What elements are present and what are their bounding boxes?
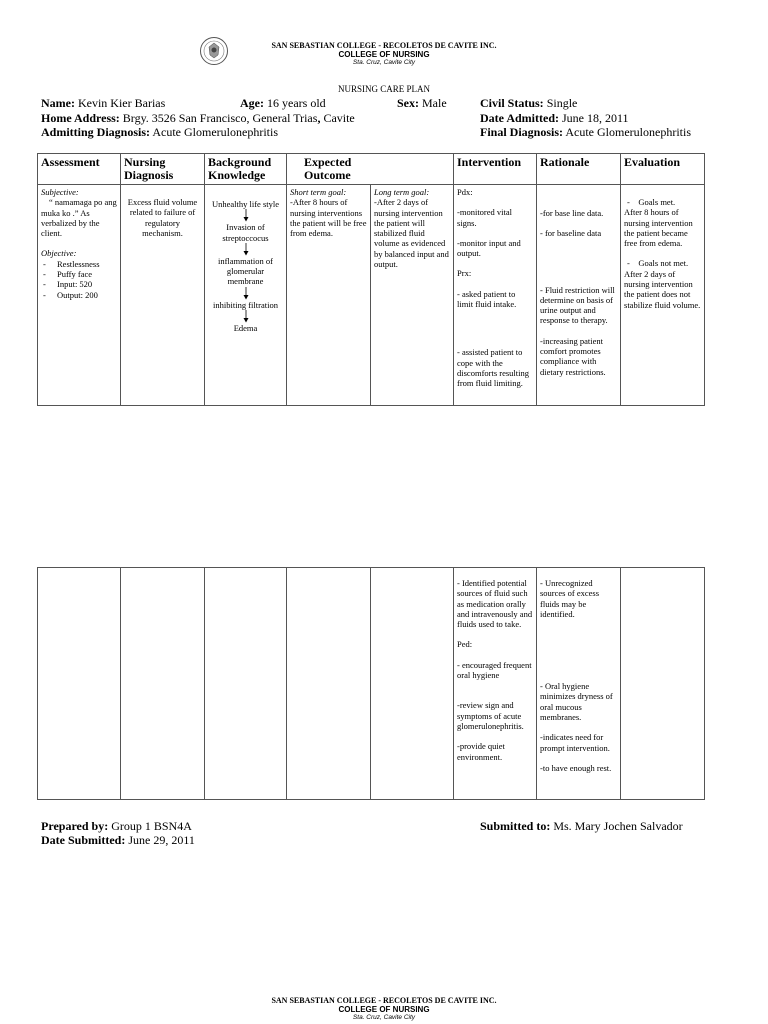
arrow-down-icon — [241, 243, 251, 256]
flow-node: inhibiting filtration — [213, 299, 278, 310]
intervention-item: -provide quiet environment. — [457, 741, 505, 762]
college-name: SAN SEBASTIAN COLLEGE - RECOLETOS DE CAVITE INC. — [271, 996, 497, 1005]
col-evaluation: Evaluation — [621, 154, 705, 185]
table-row — [38, 568, 705, 800]
table-row — [38, 185, 705, 406]
rationale-item: - Unrecognized sources of excess fluids may be identified. — [540, 578, 600, 619]
patient-age: Age: 16 years old — [240, 96, 326, 110]
assessment-cell — [38, 568, 121, 800]
long-term-label: Long term goal: — [374, 187, 430, 197]
col-intervention: Intervention — [454, 154, 537, 185]
evaluation-cell — [621, 568, 705, 800]
pathophysiology-flow — [208, 199, 283, 333]
evaluation-item: - Goals met. After 8 hours of nursing intervention the patient became free from edema. — [624, 197, 693, 249]
subjective-label: Subjective: — [41, 187, 79, 197]
arrow-down-icon — [241, 310, 251, 323]
final-diagnosis: Final Diagnosis: Acute Glomerulonephritis — [480, 125, 691, 139]
intervention-item: - Identified potential sources of fluid such as medication orally and intravenously and fluids used to take. — [457, 578, 533, 630]
rationale-item: - Oral hygiene minimizes dryness of oral mucous membranes. — [540, 681, 613, 723]
objective-list — [41, 259, 117, 300]
nursing-diagnosis-cell — [121, 568, 205, 800]
prepared-by: Prepared by: Group 1 BSN4A — [41, 819, 192, 833]
patient-address: Home Address: Brgy. 3526 San Francisco, General Trias, Cavite — [41, 111, 355, 125]
rationale-item: -indicates need for prompt intervention. — [540, 732, 610, 753]
patient-sex: Sex: Male — [397, 96, 447, 110]
background-knowledge-cell — [205, 185, 287, 406]
date-admitted: Date Admitted: June 18, 2011 — [480, 111, 629, 125]
intervention-cell — [454, 185, 537, 406]
col-rationale: Rationale — [537, 154, 621, 185]
short-term-goal: -After 8 hours of nursing interventions the patient will be free from edema. — [290, 197, 367, 239]
care-plan-table — [37, 153, 705, 406]
rationale-cell — [537, 185, 621, 406]
subjective-quote: “ namamaga po ang muka ko .” As verbalized by the client. — [41, 197, 117, 239]
rationale-item: -to have enough rest. — [540, 762, 612, 773]
rationale-item: -for base line data. — [540, 208, 604, 218]
college-location: Sta. Cruz, Cavite City — [352, 1014, 416, 1022]
intervention-cell — [454, 568, 537, 800]
arrow-down-icon — [241, 209, 251, 222]
intervention-item: - encouraged frequent oral hygiene — [457, 659, 532, 681]
submitted-to: Submitted to: Ms. Mary Jochen Salvador — [480, 819, 683, 833]
long-term-goal-cell — [371, 568, 454, 800]
short-term-goal-cell — [287, 568, 371, 800]
date-submitted: Date Submitted: June 29, 2011 — [41, 833, 195, 847]
col-expected-outcome: Expected Outcome — [287, 154, 454, 185]
col-assessment: Assessment — [38, 154, 121, 185]
intervention-item: - asked patient to limit fluid intake. — [457, 288, 517, 310]
col-nursing-diagnosis: Nursing Diagnosis — [121, 154, 205, 185]
list-item: - Puffy face — [41, 269, 117, 279]
patient-civil-status: Civil Status: Single — [480, 96, 578, 110]
col-background-knowledge: Background Knowledge — [205, 154, 287, 185]
college-name: SAN SEBASTIAN COLLEGE - RECOLETOS DE CAVITE INC. — [271, 41, 497, 50]
department-name: COLLEGE OF NURSING — [338, 1005, 430, 1015]
short-term-label: Short term goal: — [290, 187, 347, 197]
rationale-cell — [537, 568, 621, 800]
nursing-diagnosis-text: Excess fluid volume related to failure of regulatory mechanism. — [127, 197, 198, 238]
long-term-goal-cell — [371, 185, 454, 406]
objective-label: Objective: — [41, 248, 77, 259]
list-item: - Output: 200 — [41, 290, 117, 300]
background-knowledge-cell — [205, 568, 287, 800]
patient-name: Name: Kevin Kier Barias — [41, 96, 166, 110]
arrow-down-icon — [241, 287, 251, 300]
page-header — [0, 41, 768, 67]
rationale-item: - for baseline data — [540, 228, 602, 239]
flow-node: inflammation of glomerular membrane — [217, 255, 273, 287]
intervention-item: -review sign and symptoms of acute glomerulonephritis. — [457, 700, 524, 731]
intervention-item: -monitor input and output. — [457, 237, 521, 259]
rationale-item: - Fluid restriction will determine on basis of urine output and response to therapy. — [540, 284, 615, 326]
intervention-item: -monitored vital signs. — [457, 207, 513, 228]
document-title: NURSING CARE PLAN — [337, 84, 430, 94]
short-term-goal-cell — [287, 185, 371, 406]
flow-node: Invasion of streptoccocus — [222, 222, 269, 243]
long-term-goal: -After 2 days of nursing intervention the patient will stabilized fluid volume as evidenced by balanced input and output. — [374, 197, 449, 270]
flow-node: Unhealthy life style — [211, 199, 280, 209]
college-location: Sta. Cruz, Cavite City — [352, 59, 416, 67]
rationale-item: -increasing patient comfort promotes compliance with dietary restrictions. — [540, 335, 606, 377]
evaluation-item: - Goals not met. After 2 days of nursing intervention the patient does not stabilize fluid volume. — [624, 258, 701, 310]
next-page-header — [0, 996, 768, 1022]
list-item: - Restlessness — [41, 259, 117, 269]
intervention-item: - assisted patient to cope with the discomforts resulting from fluid limiting. — [457, 347, 530, 389]
admitting-diagnosis: Admitting Diagnosis: Acute Glomerulonephritis — [41, 125, 278, 139]
department-name: COLLEGE OF NURSING — [338, 50, 430, 60]
nursing-diagnosis-cell — [121, 185, 205, 406]
prx-label: Prx: — [457, 268, 472, 279]
evaluation-cell — [621, 185, 705, 406]
table-header-row — [38, 154, 705, 185]
list-item: - Input: 520 — [41, 279, 117, 289]
pdx-label: Pdx: — [457, 187, 473, 197]
care-plan-table-continued — [37, 567, 705, 800]
ped-label: Ped: — [457, 639, 473, 650]
assessment-cell — [38, 185, 121, 406]
flow-node: Edema — [233, 323, 258, 334]
